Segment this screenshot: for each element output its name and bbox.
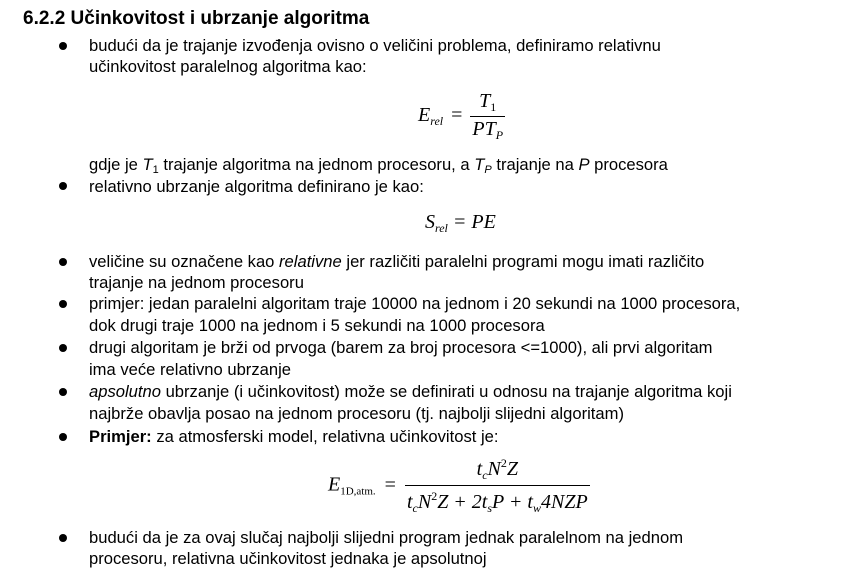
bullet-icon [59,344,67,352]
bullet-icon [59,534,67,542]
bullet-7-line-1: Primjer: za atmosferski model, relativna učinkovitost je: [89,427,499,446]
equation-atmospheric-efficiency: $E_{1D,atm.}$ = $\frac{t_cN^2Z}{t_cN^2Z + 2t_sP + t_w4NZP}$ [328,456,588,515]
bullet-4-line-1: primjer: jedan paralelni algoritam traje 10000 na jednom i 20 sekundi na 1000 procesora, [89,294,741,313]
bullet-icon [59,182,67,190]
bullet-4-line-2: dok drugi traje 1000 na jednom i 5 sekundi na 1000 procesora [89,316,545,335]
bullet-2-line-1: relativno ubrzanje algoritma definirano je kao: [89,177,424,196]
bullet-5-line-2: ima veće relativno ubrzanje [89,360,291,379]
bullet-5-line-1: drugi algoritam je brži od prvoga (barem za broj procesora <=1000), ali prvi algoritam [89,338,713,357]
equation-relative-speedup: $S_{rel}$ = PE [425,211,496,235]
bullet-icon [59,388,67,396]
bullet-icon [59,258,67,266]
section-heading: 6.2.2 Učinkovitost i ubrzanje algoritma [23,8,370,29]
bullet-3-line-1: veličine su označene kao relativne jer različiti paralelni programi mogu imati različito [89,252,705,271]
equation-relative-efficiency: $E_{rel}$ = $\frac{T_1}{PT_P}$ [418,90,504,142]
bullet-icon [59,433,67,441]
bullet-8-line-1: budući da je za ovaj slučaj najbolji slijedni program jednak paralelnom na jednom [89,528,684,547]
bullet-8-line-2: procesoru, relativna učinkovitost jednaka je apsolutnoj [89,549,487,568]
bullet-1-definition: gdje je T1 trajanje algoritma na jednom procesoru, a TP trajanje na P procesora [89,155,668,176]
bullet-1-line-1: budući da je trajanje izvođenja ovisno o veličini problema, definiramo relativnu [89,36,661,55]
bullet-1-line-2: učinkovitost paralelnog algoritma kao: [89,57,367,76]
bullet-6-line-2: najbrže obavlja posao na jednom procesoru (tj. najbolji slijedni algoritam) [89,404,624,423]
bullet-icon [59,42,67,50]
bullet-3-line-2: trajanje na jednom procesoru [89,273,304,292]
bullet-icon [59,300,67,308]
bullet-6-line-1: apsolutno ubrzanje (i učinkovitost) može se definirati u odnosu na trajanje algoritma koji [89,382,732,401]
